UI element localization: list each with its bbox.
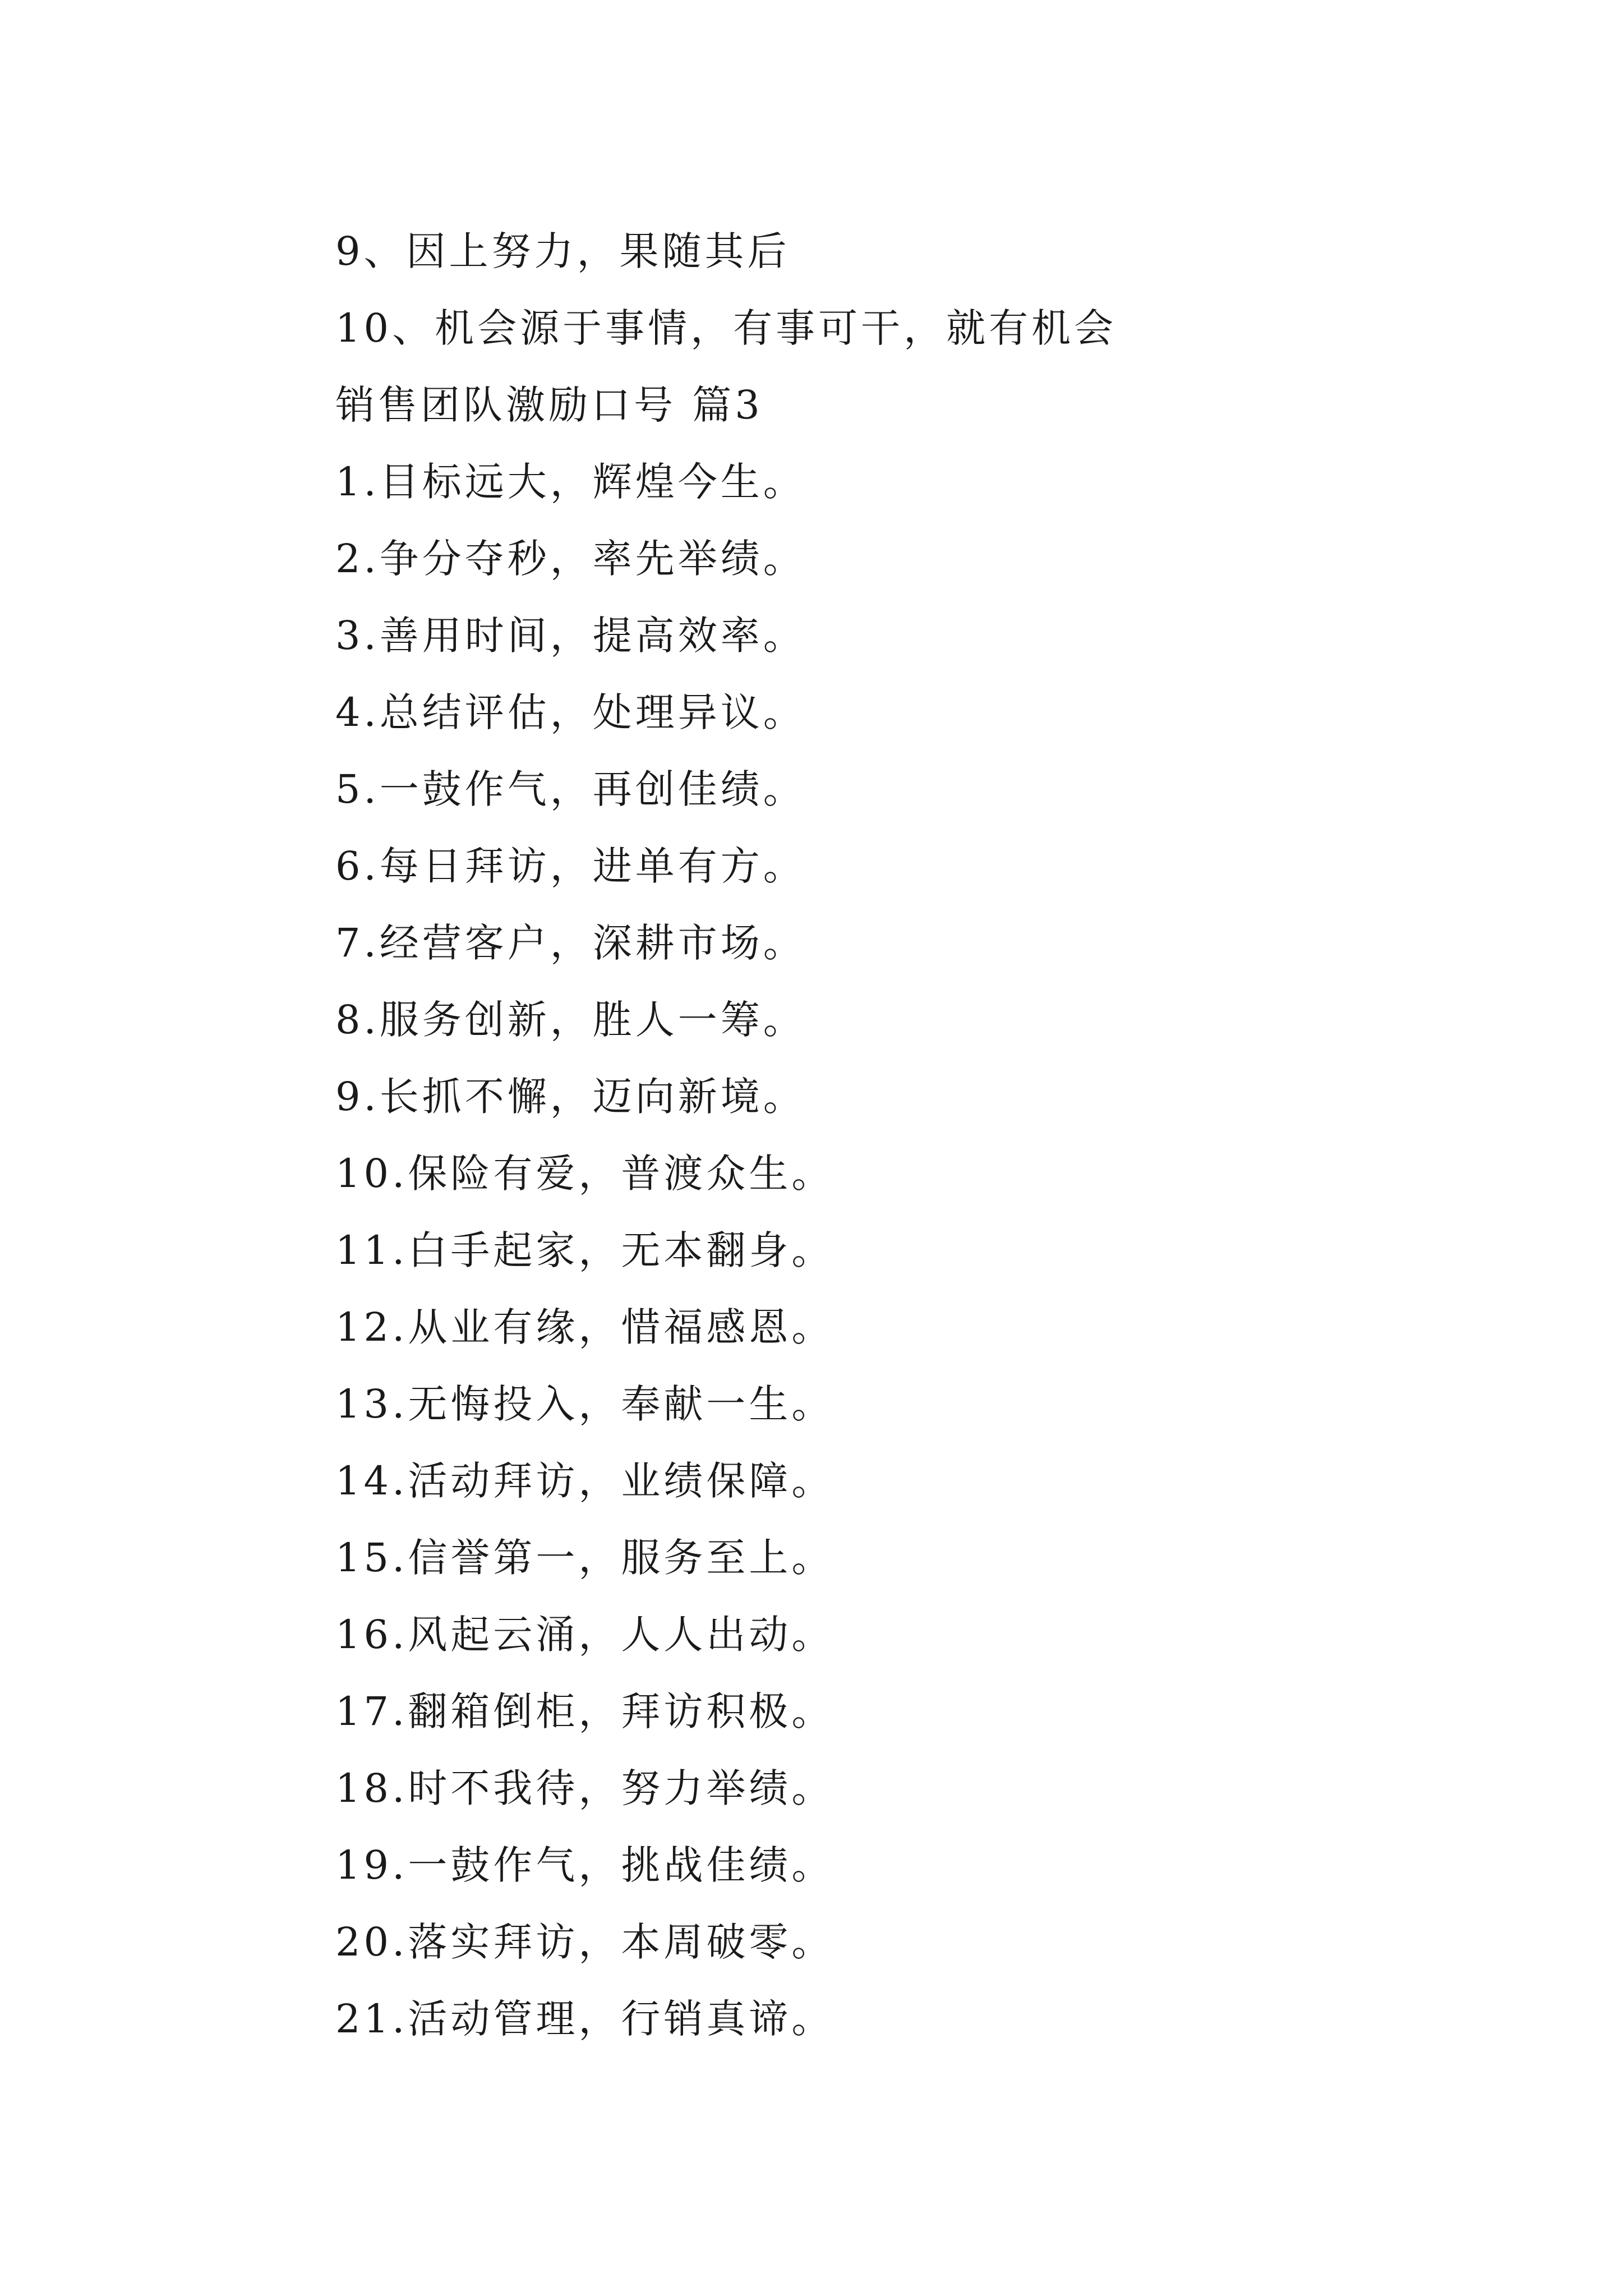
text-line: 9、因上努力，果随其后	[335, 228, 790, 274]
list-item: 20.落实拜访，本周破零。	[335, 1919, 834, 1965]
list-item: 9.长抓不懈，迈向新境。	[335, 1074, 806, 1120]
list-item: 4.总结评估，处理异议。	[335, 689, 806, 735]
list-item: 5.一鼓作气，再创佳绩。	[335, 766, 806, 812]
list-item: 6.每日拜访，进单有方。	[335, 843, 806, 889]
list-item: 10.保险有爱，普渡众生。	[335, 1151, 834, 1197]
text-line: 10、机会源于事情，有事可干，就有机会	[335, 305, 1117, 351]
list-item: 7.经营客户，深耕市场。	[335, 920, 806, 966]
list-item: 15.信誉第一，服务至上。	[335, 1535, 834, 1581]
list-item: 17.翻箱倒柜，拜访积极。	[335, 1688, 834, 1734]
list-item: 18.时不我待，努力举绩。	[335, 1765, 834, 1811]
list-item: 19.一鼓作气，挑战佳绩。	[335, 1842, 834, 1888]
list-item: 1.目标远大，辉煌今生。	[335, 459, 806, 505]
list-item: 13.无悔投入，奉献一生。	[335, 1381, 834, 1427]
list-item: 21.活动管理，行销真谛。	[335, 1996, 834, 2042]
list-item: 8.服务创新，胜人一筹。	[335, 997, 806, 1043]
list-item: 3.善用时间，提高效率。	[335, 613, 806, 659]
list-item: 12.从业有缘，惜福感恩。	[335, 1304, 834, 1350]
document-body	[335, 213, 1457, 2058]
list-item: 16.风起云涌，人人出动。	[335, 1612, 834, 1658]
list-item: 2.争分夺秒，率先举绩。	[335, 536, 806, 582]
list-item: 14.活动拜访，业绩保障。	[335, 1458, 834, 1504]
section-heading: 销售团队激励口号 篇3	[335, 382, 763, 428]
list-item: 11.白手起家，无本翻身。	[335, 1227, 834, 1273]
